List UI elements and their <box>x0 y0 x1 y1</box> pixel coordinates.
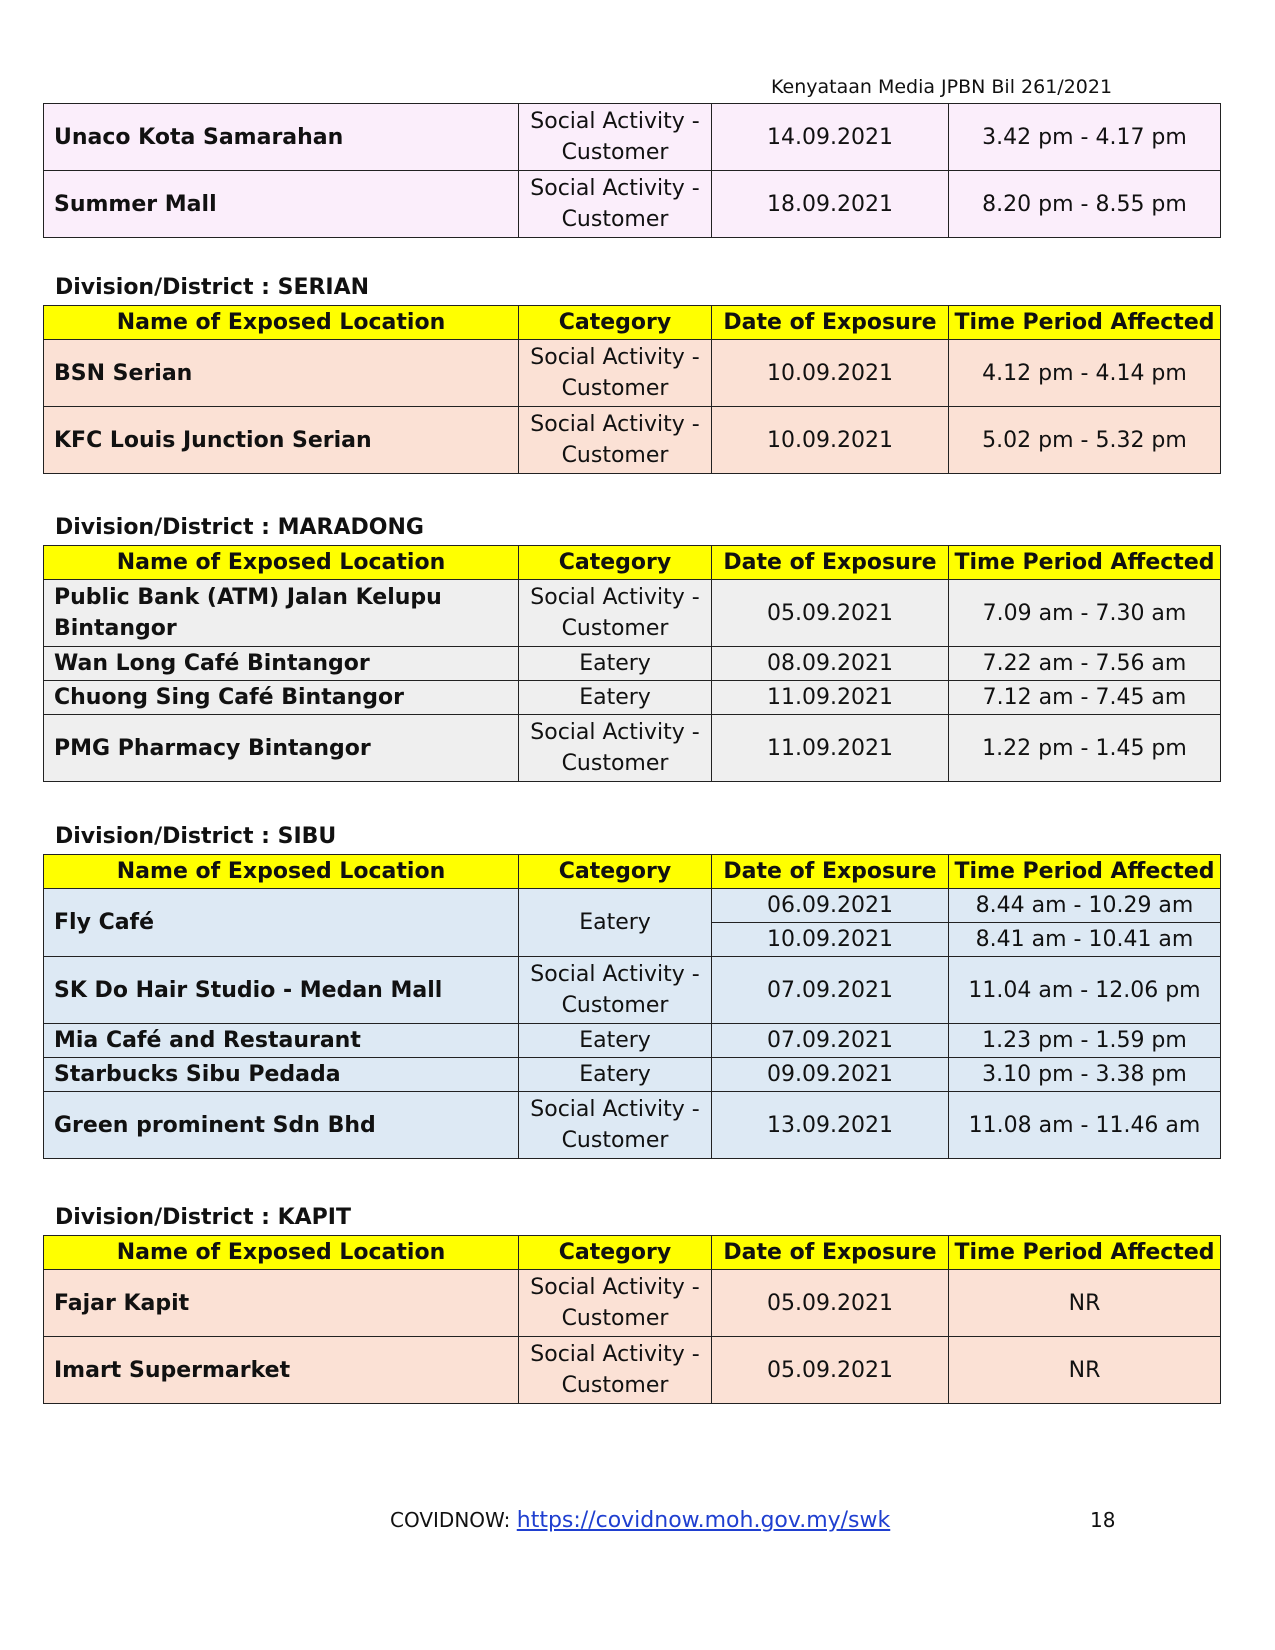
location-cell: Starbucks Sibu Pedada <box>44 1058 519 1092</box>
category-cell: Social Activity - Customer <box>519 104 712 171</box>
table-row <box>44 1024 1221 1058</box>
column-header-date: Date of Exposure <box>712 306 949 340</box>
category-cell: Social Activity - Customer <box>519 171 712 238</box>
time-cell: 3.10 pm - 3.38 pm <box>949 1058 1221 1092</box>
time-cell: NR <box>949 1270 1221 1337</box>
category-cell: Eatery <box>519 1058 712 1092</box>
time-cell: 7.12 am - 7.45 am <box>949 681 1221 715</box>
location-cell: Summer Mall <box>44 171 519 238</box>
continued-table <box>43 103 1221 238</box>
time-cell: 8.44 am - 10.29 am <box>949 889 1221 923</box>
location-cell: Mia Café and Restaurant <box>44 1024 519 1058</box>
column-header-location: Name of Exposed Location <box>44 855 519 889</box>
category-cell: Eatery <box>519 647 712 681</box>
date-cell: 11.09.2021 <box>712 681 949 715</box>
location-cell: Green prominent Sdn Bhd <box>44 1092 519 1159</box>
document-header: Kenyataan Media JPBN Bil 261/2021 <box>771 76 1113 98</box>
category-cell: Social Activity - Customer <box>519 407 712 474</box>
table-row <box>44 715 1221 782</box>
footer <box>390 1508 890 1533</box>
column-header-time: Time Period Affected <box>949 546 1221 580</box>
location-cell: SK Do Hair Studio - Medan Mall <box>44 957 519 1024</box>
category-cell: Social Activity - Customer <box>519 1092 712 1159</box>
table-header-row <box>44 546 1221 580</box>
date-cell: 18.09.2021 <box>712 171 949 238</box>
date-cell: 13.09.2021 <box>712 1092 949 1159</box>
date-cell: 11.09.2021 <box>712 715 949 782</box>
location-cell: Imart Supermarket <box>44 1337 519 1404</box>
column-header-date: Date of Exposure <box>712 855 949 889</box>
column-header-time: Time Period Affected <box>949 306 1221 340</box>
column-header-category: Category <box>519 546 712 580</box>
category-cell: Social Activity - Customer <box>519 1337 712 1404</box>
time-cell: 1.22 pm - 1.45 pm <box>949 715 1221 782</box>
table-row <box>44 407 1221 474</box>
page-number: 18 <box>1090 1508 1116 1532</box>
column-header-location: Name of Exposed Location <box>44 546 519 580</box>
table-header-row <box>44 1236 1221 1270</box>
location-cell: PMG Pharmacy Bintangor <box>44 715 519 782</box>
table-header-row <box>44 306 1221 340</box>
category-cell: Social Activity - Customer <box>519 580 712 647</box>
table-row <box>44 681 1221 715</box>
location-cell: Unaco Kota Samarahan <box>44 104 519 171</box>
time-cell: 1.23 pm - 1.59 pm <box>949 1024 1221 1058</box>
time-cell: 7.22 am - 7.56 am <box>949 647 1221 681</box>
table-row <box>44 889 1221 923</box>
category-cell: Social Activity - Customer <box>519 1270 712 1337</box>
location-cell: Fly Café <box>44 889 519 957</box>
date-cell: 05.09.2021 <box>712 1337 949 1404</box>
time-cell: 11.04 am - 12.06 pm <box>949 957 1221 1024</box>
time-cell: 3.42 pm - 4.17 pm <box>949 104 1221 171</box>
kapit-table <box>43 1235 1221 1404</box>
time-cell: 5.02 pm - 5.32 pm <box>949 407 1221 474</box>
category-cell: Eatery <box>519 681 712 715</box>
column-header-category: Category <box>519 306 712 340</box>
table-row <box>44 1092 1221 1159</box>
table-header-row <box>44 855 1221 889</box>
maradong-table <box>43 545 1221 782</box>
column-header-date: Date of Exposure <box>712 1236 949 1270</box>
column-header-time: Time Period Affected <box>949 1236 1221 1270</box>
column-header-location: Name of Exposed Location <box>44 306 519 340</box>
time-cell: 7.09 am - 7.30 am <box>949 580 1221 647</box>
table-row <box>44 1058 1221 1092</box>
serian-table <box>43 305 1221 474</box>
category-cell: Social Activity - Customer <box>519 715 712 782</box>
table-row <box>44 171 1221 238</box>
section-title-maradong: Division/District : MARADONG <box>55 515 424 540</box>
column-header-category: Category <box>519 1236 712 1270</box>
date-cell: 10.09.2021 <box>712 340 949 407</box>
table-row <box>44 1337 1221 1404</box>
location-cell: Wan Long Café Bintangor <box>44 647 519 681</box>
location-cell: BSN Serian <box>44 340 519 407</box>
section-title-sibu: Division/District : SIBU <box>55 824 337 849</box>
column-header-date: Date of Exposure <box>712 546 949 580</box>
date-cell: 14.09.2021 <box>712 104 949 171</box>
table-row <box>44 1270 1221 1337</box>
date-cell: 09.09.2021 <box>712 1058 949 1092</box>
date-cell: 06.09.2021 <box>712 889 949 923</box>
column-header-category: Category <box>519 855 712 889</box>
category-cell: Social Activity - Customer <box>519 957 712 1024</box>
date-cell: 05.09.2021 <box>712 1270 949 1337</box>
date-cell: 10.09.2021 <box>712 407 949 474</box>
date-cell: 05.09.2021 <box>712 580 949 647</box>
section-title-kapit: Division/District : KAPIT <box>55 1205 352 1230</box>
date-cell: 07.09.2021 <box>712 1024 949 1058</box>
time-cell: 4.12 pm - 4.14 pm <box>949 340 1221 407</box>
column-header-location: Name of Exposed Location <box>44 1236 519 1270</box>
table-row <box>44 340 1221 407</box>
location-cell: Fajar Kapit <box>44 1270 519 1337</box>
table-row <box>44 580 1221 647</box>
time-cell: 8.20 pm - 8.55 pm <box>949 171 1221 238</box>
table-row <box>44 104 1221 171</box>
category-cell: Eatery <box>519 889 712 957</box>
footer-label: COVIDNOW: <box>390 1508 511 1532</box>
date-cell: 10.09.2021 <box>712 923 949 957</box>
date-cell: 07.09.2021 <box>712 957 949 1024</box>
sibu-table <box>43 854 1221 1159</box>
location-cell: Public Bank (ATM) Jalan Kelupu Bintangor <box>44 580 519 647</box>
time-cell: NR <box>949 1337 1221 1404</box>
table-row <box>44 647 1221 681</box>
location-cell: Chuong Sing Café Bintangor <box>44 681 519 715</box>
date-cell: 08.09.2021 <box>712 647 949 681</box>
category-cell: Social Activity - Customer <box>519 340 712 407</box>
column-header-time: Time Period Affected <box>949 855 1221 889</box>
covidnow-link[interactable]: https://covidnow.moh.gov.my/swk <box>516 1508 891 1533</box>
time-cell: 11.08 am - 11.46 am <box>949 1092 1221 1159</box>
section-title-serian: Division/District : SERIAN <box>55 275 370 300</box>
table-row <box>44 957 1221 1024</box>
time-cell: 8.41 am - 10.41 am <box>949 923 1221 957</box>
category-cell: Eatery <box>519 1024 712 1058</box>
location-cell: KFC Louis Junction Serian <box>44 407 519 474</box>
